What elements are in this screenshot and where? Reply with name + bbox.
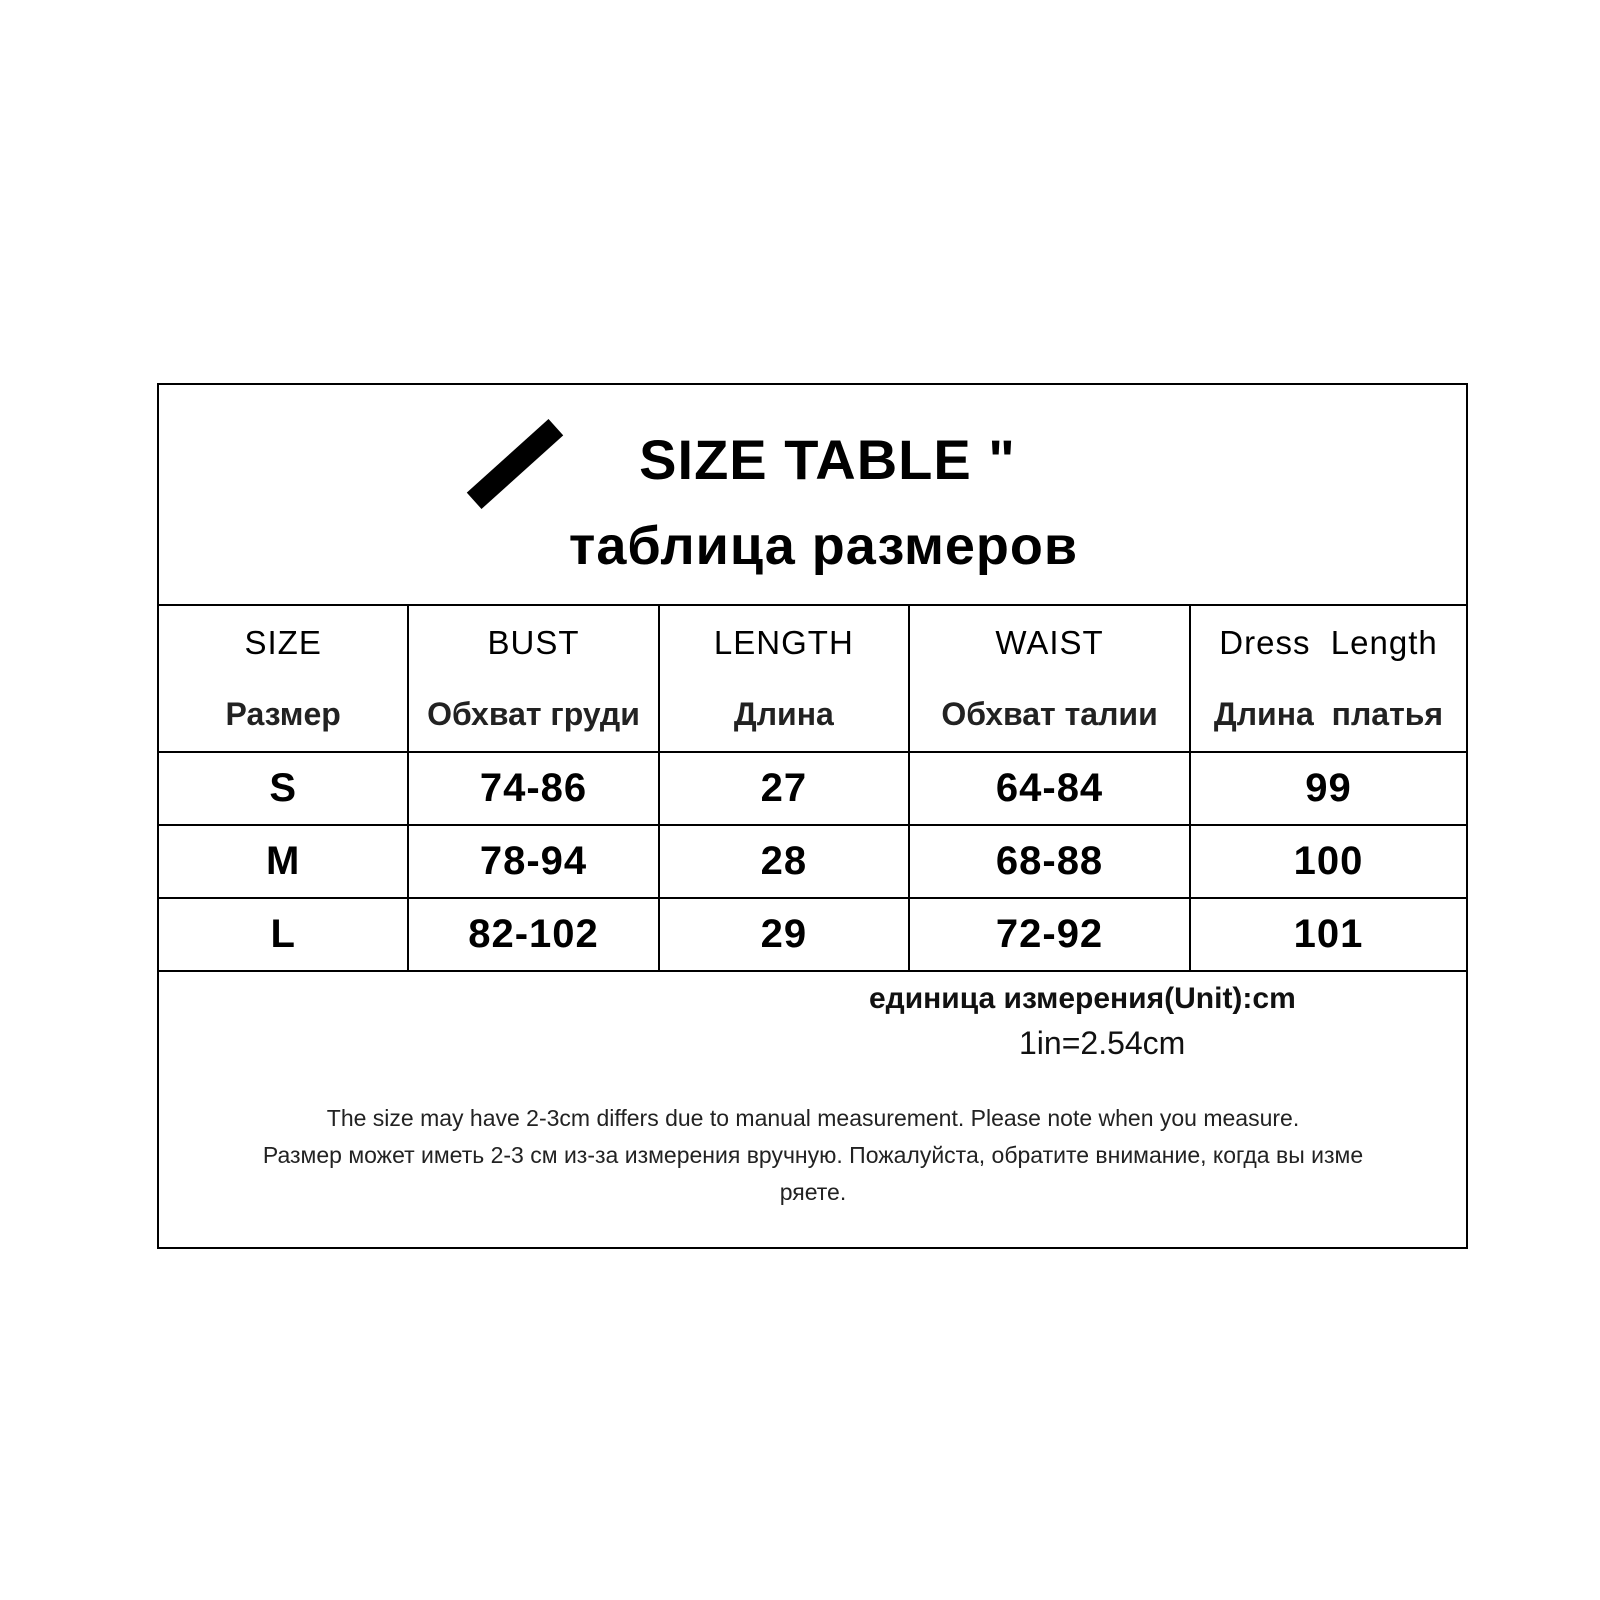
- cell-length: 27: [659, 752, 909, 825]
- header-ru: Обхват груди: [427, 696, 640, 732]
- unit-line: единица измерения(Unit):cm: [869, 982, 1296, 1015]
- table-row: [158, 825, 1467, 898]
- header-length: [659, 605, 909, 752]
- title-block: [159, 385, 1466, 606]
- header-en: Dress Length: [1219, 624, 1438, 661]
- cell-size: S: [158, 752, 408, 825]
- measurement-note: [173, 1100, 1453, 1211]
- header-en: WAIST: [995, 624, 1104, 661]
- header-en: BUST: [487, 624, 580, 661]
- cell-waist: 68-88: [909, 825, 1190, 898]
- size-table: [157, 604, 1468, 972]
- cell-dress-length: 100: [1190, 825, 1467, 898]
- header-en: SIZE: [244, 624, 322, 661]
- header-en: LENGTH: [713, 624, 854, 661]
- cell-size: L: [158, 898, 408, 971]
- table-row: [158, 752, 1467, 825]
- cell-length: 29: [659, 898, 909, 971]
- title-russian: таблица размеров: [568, 516, 1079, 576]
- size-chart-frame: [157, 383, 1468, 1249]
- cell-waist: 64-84: [909, 752, 1190, 825]
- header-size: [158, 605, 408, 752]
- header-ru: Размер: [225, 696, 341, 732]
- cell-size: M: [158, 825, 408, 898]
- cell-bust: 82-102: [408, 898, 658, 971]
- cell-bust: 74-86: [408, 752, 658, 825]
- header-ru: Обхват талии: [941, 696, 1158, 732]
- cell-waist: 72-92: [909, 898, 1190, 971]
- header-ru: Длина платья: [1213, 696, 1444, 732]
- header-dress-length: [1190, 605, 1467, 752]
- cell-bust: 78-94: [408, 825, 658, 898]
- conversion-line: 1in=2.54cm: [1019, 1025, 1186, 1061]
- table-row: [158, 898, 1467, 971]
- cell-dress-length: 101: [1190, 898, 1467, 971]
- note-russian-line1: Размер может иметь 2-3 см из-за измерения вручную. Пожалуйста, обратите внимание, когда вы изме: [262, 1142, 1364, 1168]
- header-bust: [408, 605, 658, 752]
- header-waist: [909, 605, 1190, 752]
- header-row: [158, 605, 1467, 752]
- unit-info: [869, 977, 1469, 1065]
- note-russian-line2: ряете.: [779, 1179, 847, 1205]
- cell-dress-length: 99: [1190, 752, 1467, 825]
- title-english: SIZE TABLE ": [639, 428, 1016, 491]
- header-ru: Длина: [733, 696, 834, 732]
- cell-length: 28: [659, 825, 909, 898]
- note-english: The size may have 2-3cm differs due to manual measurement. Please note when you measure.: [326, 1105, 1300, 1131]
